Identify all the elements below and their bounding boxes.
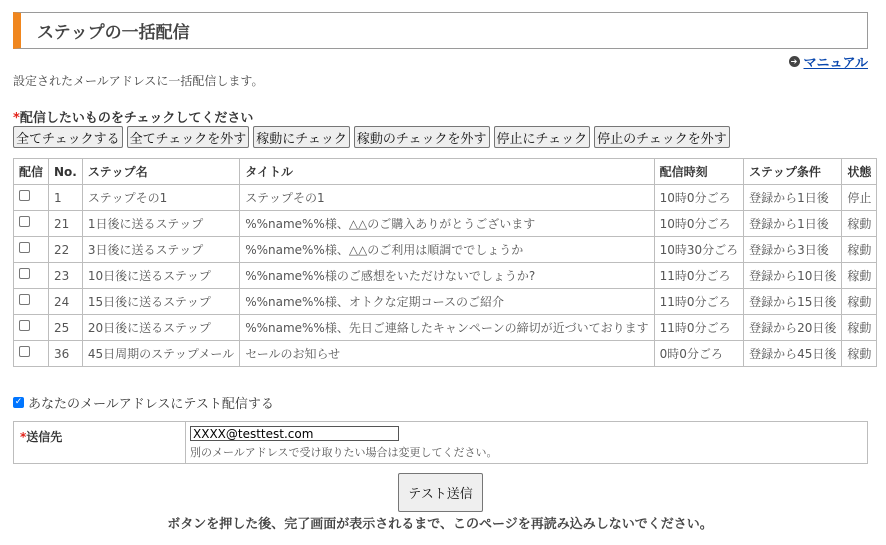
row-status: 稼動 bbox=[842, 315, 877, 341]
row-step-name: 20日後に送るステップ bbox=[82, 315, 239, 341]
row-no: 1 bbox=[49, 185, 83, 211]
reload-notice: ボタンを押した後、完了画面が表示されるまで、このページを再読み込みしないでください。 bbox=[167, 517, 713, 532]
row-checkbox[interactable] bbox=[19, 294, 30, 305]
required-mark: * bbox=[20, 430, 27, 444]
row-title: セールのお知らせ bbox=[240, 341, 654, 367]
row-time: 0時0分ごろ bbox=[654, 341, 744, 367]
destination-body bbox=[186, 422, 501, 463]
row-time: 10時0分ごろ bbox=[654, 211, 744, 237]
row-step-name: 10日後に送るステップ bbox=[82, 263, 239, 289]
row-no: 22 bbox=[49, 237, 83, 263]
table-row bbox=[14, 263, 877, 289]
row-step-name: 1日後に送るステップ bbox=[82, 211, 239, 237]
check-prompt bbox=[13, 107, 253, 126]
table-row bbox=[14, 341, 877, 367]
check-prompt-text: 配信したいものをチェックしてください bbox=[19, 111, 254, 126]
row-time: 10時30分ごろ bbox=[654, 237, 744, 263]
row-checkbox[interactable] bbox=[19, 242, 30, 253]
required-mark: * bbox=[13, 111, 20, 126]
row-condition: 登録から1日後 bbox=[744, 211, 842, 237]
row-step-name: 15日後に送るステップ bbox=[82, 289, 239, 315]
test-send-label: あなたのメールアドレスにテスト配信する bbox=[28, 397, 274, 412]
header-send-time: 配信時刻 bbox=[654, 159, 744, 185]
row-status: 稼動 bbox=[842, 211, 877, 237]
row-no: 21 bbox=[49, 211, 83, 237]
row-time: 11時0分ごろ bbox=[654, 289, 744, 315]
table-row bbox=[14, 185, 877, 211]
uncheck-active-button[interactable]: 稼動のチェックを外す bbox=[354, 126, 490, 148]
table-header-row bbox=[14, 159, 877, 185]
checkmark-icon[interactable]: ✓ bbox=[14, 397, 23, 407]
row-time: 11時0分ごろ bbox=[654, 263, 744, 289]
row-no: 24 bbox=[49, 289, 83, 315]
row-condition: 登録から20日後 bbox=[744, 315, 842, 341]
row-status: 停止 bbox=[842, 185, 877, 211]
row-condition: 登録から3日後 bbox=[744, 237, 842, 263]
manual-link[interactable]: マニュアル bbox=[803, 56, 868, 71]
check-active-button[interactable]: 稼動にチェック bbox=[253, 126, 350, 148]
header-status: 状態 bbox=[842, 159, 877, 185]
row-title: %%name%%様、オトクな定期コースのご紹介 bbox=[240, 289, 654, 315]
row-step-name: ステップその1 bbox=[82, 185, 239, 211]
table-row bbox=[14, 289, 877, 315]
row-time: 11時0分ごろ bbox=[654, 315, 744, 341]
row-checkbox[interactable] bbox=[19, 268, 30, 279]
table-row bbox=[14, 211, 877, 237]
page-title-box bbox=[13, 12, 868, 49]
check-stopped-button[interactable]: 停止にチェック bbox=[494, 126, 591, 148]
row-status: 稼動 bbox=[842, 237, 877, 263]
header-title: タイトル bbox=[240, 159, 654, 185]
bulk-button-row bbox=[13, 126, 730, 148]
table-row bbox=[14, 237, 877, 263]
row-title: ステップその1 bbox=[240, 185, 654, 211]
page-title: ステップの一括配信 bbox=[37, 23, 190, 43]
header-step-name: ステップ名 bbox=[82, 159, 239, 185]
arrow-right-icon: ➔ bbox=[789, 56, 800, 67]
row-condition: 登録から1日後 bbox=[744, 185, 842, 211]
destination-label-text: 送信先 bbox=[26, 430, 63, 444]
row-step-name: 45日周期のステップメール bbox=[82, 341, 239, 367]
row-no: 25 bbox=[49, 315, 83, 341]
table-row bbox=[14, 315, 877, 341]
row-step-name: 3日後に送るステップ bbox=[82, 237, 239, 263]
header-no: No. bbox=[49, 159, 83, 185]
row-no: 36 bbox=[49, 341, 83, 367]
row-condition: 登録から45日後 bbox=[744, 341, 842, 367]
uncheck-stopped-button[interactable]: 停止のチェックを外す bbox=[594, 126, 730, 148]
header-condition: ステップ条件 bbox=[744, 159, 842, 185]
row-condition: 登録から10日後 bbox=[744, 263, 842, 289]
row-status: 稼動 bbox=[842, 263, 877, 289]
destination-box bbox=[13, 421, 868, 464]
row-title: %%name%%様のご感想をいただけないでしょうか? bbox=[240, 263, 654, 289]
step-table bbox=[13, 158, 877, 367]
row-checkbox[interactable] bbox=[19, 320, 30, 331]
row-title: %%name%%様、△△のご購入ありがとうございます bbox=[240, 211, 654, 237]
email-field[interactable] bbox=[190, 426, 399, 441]
description: 設定されたメールアドレスに一括配信します。 bbox=[13, 74, 264, 88]
row-title: %%name%%様、先日ご連絡したキャンペーンの締切が近づいております bbox=[240, 315, 654, 341]
row-no: 23 bbox=[49, 263, 83, 289]
destination-label bbox=[14, 422, 186, 463]
row-checkbox[interactable] bbox=[19, 346, 30, 357]
test-send-button[interactable]: テスト送信 bbox=[398, 473, 483, 512]
manual-link-group[interactable] bbox=[789, 52, 868, 71]
uncheck-all-button[interactable]: 全てチェックを外す bbox=[127, 126, 250, 148]
row-checkbox[interactable] bbox=[19, 190, 30, 201]
email-hint: 別のメールアドレスで受け取りたい場合は変更してください。 bbox=[190, 446, 498, 459]
row-checkbox[interactable] bbox=[19, 216, 30, 227]
header-send: 配信 bbox=[14, 159, 49, 185]
row-time: 10時0分ごろ bbox=[654, 185, 744, 211]
test-send-checkbox-group[interactable] bbox=[13, 393, 274, 412]
row-status: 稼動 bbox=[842, 289, 877, 315]
row-title: %%name%%様、△△のご利用は順調ででしょうか bbox=[240, 237, 654, 263]
row-condition: 登録から15日後 bbox=[744, 289, 842, 315]
row-status: 稼動 bbox=[842, 341, 877, 367]
check-all-button[interactable]: 全てチェックする bbox=[13, 126, 123, 148]
